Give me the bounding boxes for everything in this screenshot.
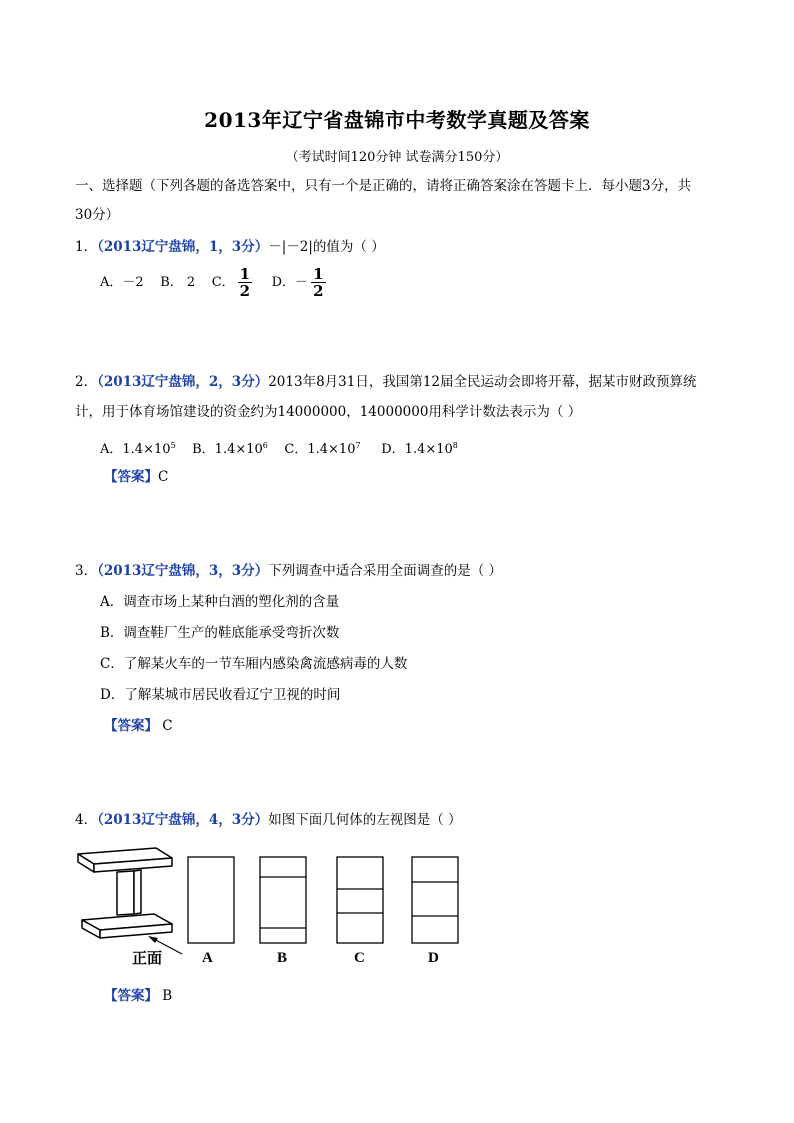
- section-heading-line1: 一、选择题（下列各题的备选答案中，只有一个是正确的，请将正确答案涂在答题卡上．每小题3分，共: [75, 178, 692, 194]
- option-a: A．－2: [100, 275, 144, 290]
- option-b: B． 2: [160, 275, 196, 290]
- option-d: D．$1.4\times 10^8$: [381, 441, 458, 457]
- option-c-label: C．: [211, 275, 235, 290]
- answer-2: [104, 467, 168, 487]
- answer-value: C: [158, 469, 169, 485]
- question-text: 如图下面几何体的左视图是（ ）: [268, 812, 462, 828]
- figure-label-b: B: [277, 950, 288, 966]
- geometry-figure: [70, 842, 470, 970]
- answer-label: 【答案】: [104, 718, 158, 734]
- view-option-d: [412, 857, 458, 943]
- answer-value: C: [162, 718, 173, 734]
- solid-3d-drawing: [78, 848, 172, 938]
- question-number: 1．: [75, 239, 98, 255]
- option-b: B．$1.4\times 10^6$: [192, 441, 268, 457]
- question-text: 下列调查中适合采用全面调查的是（ ）: [268, 563, 503, 579]
- question-3: [75, 561, 502, 581]
- view-option-c: [337, 857, 383, 943]
- front-label: 正面: [132, 951, 163, 967]
- page-title: 2013年辽宁省盘锦市中考数学真题及答案: [204, 108, 590, 132]
- fraction-denominator: 2: [313, 282, 324, 300]
- fraction-one-half: [238, 266, 252, 299]
- view-option-b: [260, 857, 306, 943]
- option-a: A．$1.4\times 10^5$: [100, 441, 176, 457]
- question-number: 4．: [75, 812, 98, 828]
- option-d: D．了解某城市居民收看辽宁卫视的时间: [100, 687, 341, 703]
- exam-info: （考试时间120分钟 试卷满分150分）: [285, 150, 509, 165]
- question-1: [75, 237, 385, 257]
- fraction-numerator: 1: [313, 265, 324, 283]
- question-1-options: [100, 265, 329, 301]
- question-2-line1: [75, 372, 697, 392]
- figure-label-a: A: [202, 950, 213, 966]
- question-text: 2013年8月31日，我国第12届全民运动会即将开幕，据某市财政预算统: [268, 374, 697, 390]
- fraction-one-half: [311, 266, 325, 299]
- answer-value: B: [162, 988, 173, 1004]
- option-c: C．$1.4\times 10^7$: [284, 441, 361, 457]
- question-number: 3．: [75, 563, 98, 579]
- fraction-denominator: 2: [239, 282, 251, 300]
- question-source-tag: （2013辽宁盘锦，4，3分）: [97, 812, 269, 828]
- question-source-tag: （2013辽宁盘锦，1，3分）: [97, 239, 269, 255]
- question-number: 2．: [75, 374, 98, 390]
- fraction-numerator: 1: [239, 265, 251, 283]
- figure-label-c: C: [354, 950, 365, 966]
- answer-4: [104, 986, 172, 1006]
- answer-3: [104, 716, 173, 736]
- answer-label: 【答案】: [104, 988, 158, 1004]
- option-d-label: D．－: [271, 275, 309, 290]
- section-heading-line2: 30分）: [75, 207, 120, 223]
- question-2-line2: 计，用于体育场馆建设的资金约为14000000，14000000用科学计数法表示为（ ）: [75, 404, 582, 420]
- question-4: [75, 810, 462, 830]
- option-b: B．调查鞋厂生产的鞋底能承受弯折次数: [100, 625, 340, 641]
- question-text: －|－2|的值为（ ）: [268, 239, 385, 255]
- answer-label: 【答案】: [104, 469, 158, 485]
- option-a: A．调查市场上某种白酒的塑化剂的含量: [100, 594, 340, 610]
- figure-label-d: D: [428, 950, 439, 966]
- view-option-a: [188, 857, 234, 943]
- question-source-tag: （2013辽宁盘锦，3，3分）: [97, 563, 269, 579]
- question-source-tag: （2013辽宁盘锦，2，3分）: [97, 374, 269, 390]
- option-c: C．了解某火车的一节车厢内感染禽流感病毒的人数: [100, 656, 408, 672]
- question-2-options: [100, 436, 458, 460]
